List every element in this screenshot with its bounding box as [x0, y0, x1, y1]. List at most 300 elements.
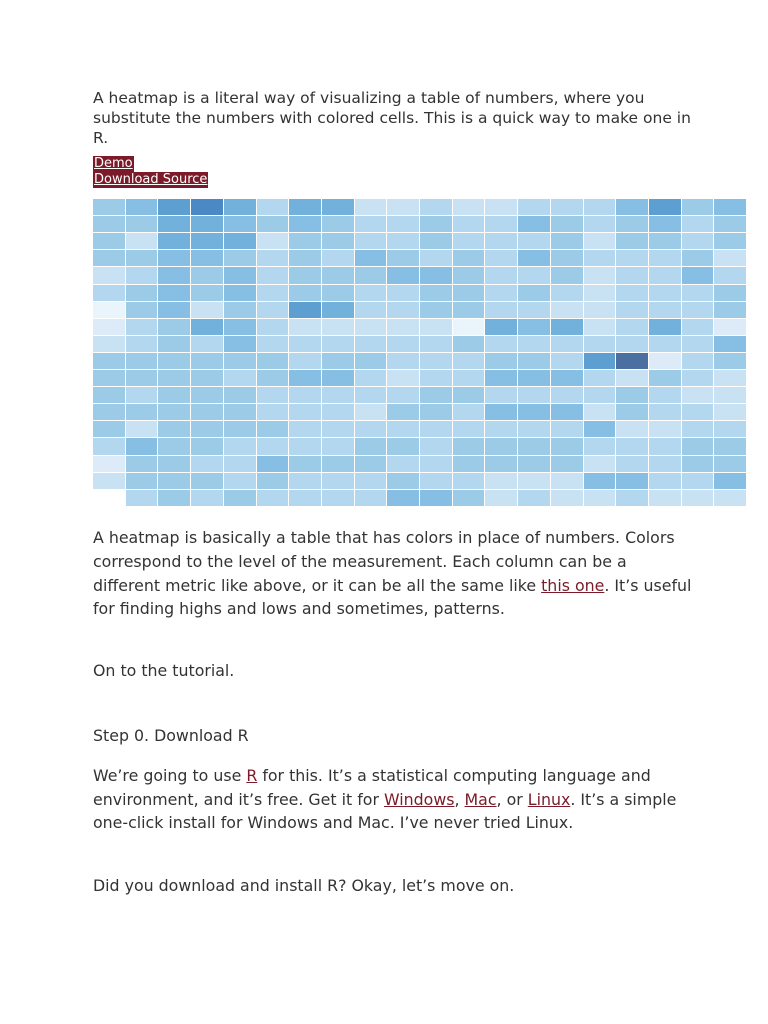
heatmap-cell: [714, 216, 746, 232]
heatmap-cell: [453, 319, 484, 335]
heatmap-cell: [158, 370, 190, 386]
heatmap-cell: [158, 387, 190, 403]
heatmap-cell: [355, 319, 386, 335]
heatmap-cell: [616, 438, 648, 455]
heatmap-cell: [616, 490, 648, 506]
heatmap-cell: [355, 336, 386, 352]
heatmap-cell: [191, 302, 223, 318]
heatmap-cell: [289, 490, 321, 506]
heatmap-cell: [387, 267, 419, 284]
heatmap-cell: [355, 387, 386, 403]
heatmap-cell: [420, 387, 452, 403]
heatmap-cell: [551, 456, 583, 472]
heatmap-cell: [649, 438, 681, 455]
heatmap-cell: [224, 216, 256, 232]
heatmap-cell: [518, 473, 550, 489]
heatmap-cell: [387, 233, 419, 249]
heatmap-cell: [387, 199, 419, 215]
heatmap-cell: [322, 353, 354, 369]
heatmap-cell: [158, 473, 190, 489]
heatmap-cell: [649, 199, 681, 215]
heatmap-cell: [420, 404, 452, 420]
heatmap-cell: [616, 285, 648, 301]
heatmap-cell: [453, 267, 484, 284]
heatmap-cell: [682, 199, 713, 215]
heatmap-cell: [714, 438, 746, 455]
heatmap-cell: [420, 353, 452, 369]
heatmap-cell: [289, 250, 321, 266]
heatmap-cell: [322, 490, 354, 506]
heatmap-cell: [682, 319, 713, 335]
heatmap-cell: [355, 438, 386, 455]
heatmap-cell: [682, 336, 713, 352]
heatmap-cell: [714, 490, 746, 506]
heatmap-cell: [453, 473, 484, 489]
heatmap-cell: [191, 267, 223, 284]
heatmap-cell: [126, 267, 157, 284]
heatmap-cell: [584, 285, 615, 301]
heatmap-cell: [616, 216, 648, 232]
heatmap-cell: [682, 490, 713, 506]
heatmap-cell: [518, 216, 550, 232]
heatmap-cell: [224, 353, 256, 369]
heatmap-cell: [518, 490, 550, 506]
heatmap-cell: [126, 473, 157, 489]
heatmap-cell: [649, 267, 681, 284]
heatmap-cell: [584, 319, 615, 335]
heatmap-cell: [682, 216, 713, 232]
heatmap-cell: [289, 473, 321, 489]
heatmap-cell: [485, 267, 517, 284]
heatmap-cell: [584, 404, 615, 420]
heatmap-cell: [682, 233, 713, 249]
heatmap-cell: [257, 199, 288, 215]
heatmap-cell: [158, 285, 190, 301]
heatmap-cell: [322, 473, 354, 489]
heatmap-cell: [191, 456, 223, 472]
heatmap-cell: [616, 404, 648, 420]
heatmap-cell: [93, 370, 125, 386]
heatmap-cell: [616, 421, 648, 437]
heatmap-cell: [93, 490, 125, 506]
heatmap-cell: [257, 319, 288, 335]
heatmap-cell: [93, 421, 125, 437]
heatmap-cell: [158, 490, 190, 506]
heatmap-cell: [126, 404, 157, 420]
heatmap-cell: [616, 302, 648, 318]
heatmap-cell: [322, 336, 354, 352]
heatmap-cell: [158, 216, 190, 232]
heatmap-cell: [649, 336, 681, 352]
heatmap-cell: [518, 387, 550, 403]
heatmap-cell: [289, 370, 321, 386]
heatmap-cell: [355, 250, 386, 266]
heatmap-cell: [453, 456, 484, 472]
heatmap-cell: [584, 216, 615, 232]
heatmap-cell: [420, 267, 452, 284]
heatmap-cell: [453, 490, 484, 506]
heatmap-cell: [126, 302, 157, 318]
heatmap-cell: [191, 387, 223, 403]
heatmap-cell: [355, 353, 386, 369]
heatmap-cell: [257, 438, 288, 455]
heatmap-cell: [322, 319, 354, 335]
heatmap-cell: [649, 302, 681, 318]
heatmap-cell: [584, 267, 615, 284]
heatmap-cell: [355, 473, 386, 489]
intro-paragraph: A heatmap is a literal way of visualizing a table of numbers, where you substitute the numbers with colored cells. This is a quick way to make one in R.: [93, 89, 691, 147]
heatmap-cell: [518, 319, 550, 335]
heatmap-cell: [551, 404, 583, 420]
heatmap-cell: [518, 353, 550, 369]
heatmap-cell: [420, 233, 452, 249]
heatmap-cell: [518, 336, 550, 352]
heatmap-cell: [257, 370, 288, 386]
heatmap-cell: [485, 387, 517, 403]
heatmap-cell: [191, 199, 223, 215]
heatmap-cell: [485, 233, 517, 249]
heatmap-cell: [551, 199, 583, 215]
linux-link[interactable]: Linux: [527, 789, 571, 809]
heatmap-cell: [126, 319, 157, 335]
heatmap-cell: [551, 267, 583, 284]
heatmap-cell: [224, 285, 256, 301]
heatmap-cell: [322, 438, 354, 455]
heatmap-cell: [322, 250, 354, 266]
heatmap-cell: [158, 353, 190, 369]
heatmap-cell: [158, 267, 190, 284]
heatmap-cell: [126, 336, 157, 352]
heatmap-cell: [551, 438, 583, 455]
heatmap-cell: [714, 473, 746, 489]
heatmap-cell: [485, 490, 517, 506]
heatmap-cell: [257, 302, 288, 318]
body-text-before: A heatmap is basically a table that has colors in place of numbers. Colors correspond to the level of the measurement. Each column can be a different metric like above, or it can be all the same like: [93, 528, 675, 595]
heatmap-cell: [191, 473, 223, 489]
heatmap-cell: [289, 267, 321, 284]
heatmap-cell: [158, 302, 190, 318]
windows-link[interactable]: Windows: [383, 789, 455, 809]
heatmap-cell: [616, 370, 648, 386]
heatmap-cell: [649, 421, 681, 437]
heatmap-cell: [682, 267, 713, 284]
heatmap-cell: [224, 473, 256, 489]
heatmap-cell: [649, 387, 681, 403]
heatmap-cell: [289, 233, 321, 249]
heatmap-cell: [191, 370, 223, 386]
heatmap-cell: [682, 404, 713, 420]
heatmap-cell: [551, 302, 583, 318]
heatmap-cell: [191, 490, 223, 506]
heatmap-cell: [224, 456, 256, 472]
heatmap-cell: [158, 456, 190, 472]
heatmap-cell: [551, 421, 583, 437]
heatmap-cell: [289, 353, 321, 369]
heatmap-cell: [584, 250, 615, 266]
heatmap-cell: [420, 285, 452, 301]
heatmap-cell: [485, 336, 517, 352]
heatmap-cell: [224, 319, 256, 335]
heatmap-cell: [649, 233, 681, 249]
heatmap-cell: [714, 285, 746, 301]
heatmap-cell: [355, 285, 386, 301]
heatmap-cell: [485, 216, 517, 232]
heatmap-cell: [616, 387, 648, 403]
heatmap-cell: [616, 319, 648, 335]
heatmap-cell: [257, 456, 288, 472]
heatmap-cell: [289, 285, 321, 301]
heatmap-cell: [714, 370, 746, 386]
heatmap-cell: [485, 302, 517, 318]
heatmap-cell: [224, 267, 256, 284]
heatmap-cell: [191, 353, 223, 369]
heatmap-cell: [420, 438, 452, 455]
demo-link[interactable]: Demo: [94, 156, 133, 171]
body-text-after: . It’s useful for finding highs and lows and sometimes, patterns.: [93, 575, 692, 619]
heatmap-cell: [257, 336, 288, 352]
heatmap-cell: [355, 233, 386, 249]
mac-link[interactable]: Mac: [464, 789, 497, 809]
heatmap-cell: [551, 490, 583, 506]
heatmap-cell: [289, 404, 321, 420]
heatmap-cell: [714, 199, 746, 215]
heatmap-cell: [289, 319, 321, 335]
heatmap-cell: [551, 319, 583, 335]
heatmap-cell: [322, 267, 354, 284]
heatmap-cell: [682, 370, 713, 386]
heatmap-cell: [355, 199, 386, 215]
r-text-2: for this. It’s a statistical computing language and environment, and it’s free. Get it for: [93, 766, 651, 809]
heatmap-cell: [453, 438, 484, 455]
heatmap-cell: [191, 319, 223, 335]
heatmap-cell: [616, 336, 648, 352]
heatmap-cell: [93, 404, 125, 420]
heatmap-cell: [224, 250, 256, 266]
heatmap-cell: [289, 199, 321, 215]
heatmap-cell: [420, 216, 452, 232]
heatmap-cell: [485, 199, 517, 215]
heatmap-cell: [322, 456, 354, 472]
heatmap-cell: [649, 370, 681, 386]
heatmap-cell: [387, 370, 419, 386]
heatmap-cell: [126, 353, 157, 369]
heatmap-cell: [485, 319, 517, 335]
heatmap-cell: [322, 421, 354, 437]
heatmap-cell: [616, 250, 648, 266]
heatmap-cell: [485, 456, 517, 472]
heatmap-cell: [93, 250, 125, 266]
heatmap-cell: [551, 216, 583, 232]
heatmap-cell: [649, 404, 681, 420]
heatmap-cell: [453, 302, 484, 318]
heatmap-cell: [224, 404, 256, 420]
heatmap-cell: [420, 250, 452, 266]
heatmap-cell: [289, 456, 321, 472]
heatmap-cell: [420, 302, 452, 318]
download-r-paragraph: [93, 764, 693, 835]
heatmap-cell: [322, 370, 354, 386]
heatmap-cell: [191, 404, 223, 420]
r-text-1: We’re going to use: [93, 766, 247, 785]
r-link[interactable]: R: [246, 766, 258, 785]
heatmap-cell: [158, 319, 190, 335]
heatmap-cell: [158, 199, 190, 215]
heatmap-cell: [616, 473, 648, 489]
heatmap-cell: [191, 421, 223, 437]
heatmap-cell: [257, 404, 288, 420]
heatmap-cell: [485, 285, 517, 301]
heatmap-cell: [387, 353, 419, 369]
heatmap-cell: [453, 353, 484, 369]
this-one-link[interactable]: this one: [541, 575, 605, 595]
heatmap-cell: [551, 250, 583, 266]
heatmap-cell: [714, 404, 746, 420]
heatmap-cell: [649, 353, 681, 369]
heatmap-cell: [584, 302, 615, 318]
heatmap-cell: [616, 233, 648, 249]
heatmap-cell: [387, 473, 419, 489]
heatmap-cell: [322, 285, 354, 301]
heatmap-cell: [485, 353, 517, 369]
action-links: [93, 156, 208, 188]
heatmap-cell: [322, 216, 354, 232]
heatmap-cell: [551, 387, 583, 403]
heatmap-cell: [93, 319, 125, 335]
heatmap-cell: [714, 456, 746, 472]
heatmap-cell: [584, 473, 615, 489]
heatmap-cell: [420, 336, 452, 352]
heatmap-cell: [257, 250, 288, 266]
heatmap-cell: [126, 421, 157, 437]
heatmap-cell: [93, 216, 125, 232]
heatmap-cell: [420, 199, 452, 215]
heatmap-cell: [387, 456, 419, 472]
heatmap-cell: [551, 370, 583, 386]
heatmap-image: [93, 199, 747, 507]
heatmap-cell: [453, 387, 484, 403]
heatmap-cell: [518, 285, 550, 301]
heatmap-cell: [649, 456, 681, 472]
heatmap-cell: [420, 370, 452, 386]
heatmap-cell: [355, 421, 386, 437]
heatmap-cell: [93, 267, 125, 284]
heatmap-cell: [387, 250, 419, 266]
heatmap-cell: [158, 404, 190, 420]
heatmap-cell: [257, 421, 288, 437]
heatmap-cell: [453, 216, 484, 232]
heatmap-cell: [191, 250, 223, 266]
heatmap-cell: [420, 473, 452, 489]
heatmap-cell: [714, 319, 746, 335]
heatmap-cell: [257, 353, 288, 369]
heatmap-cell: [453, 199, 484, 215]
tutorial-paragraph: On to the tutorial.: [93, 661, 235, 680]
heatmap-cell: [93, 473, 125, 489]
heatmap-cell: [126, 216, 157, 232]
heatmap-cell: [649, 473, 681, 489]
download-source-link[interactable]: Download Source: [94, 172, 208, 187]
heatmap-cell: [126, 490, 157, 506]
heatmap-cell: [158, 421, 190, 437]
heatmap-cell: [387, 336, 419, 352]
heatmap-cell: [714, 250, 746, 266]
heatmap-cell: [682, 421, 713, 437]
heatmap-cell: [289, 302, 321, 318]
heatmap-cell: [126, 438, 157, 455]
heatmap-cell: [682, 285, 713, 301]
heatmap-cell: [518, 421, 550, 437]
heatmap-cell: [485, 370, 517, 386]
heatmap-cell: [126, 370, 157, 386]
heatmap-cell: [387, 387, 419, 403]
heatmap-cell: [93, 387, 125, 403]
heatmap-cell: [322, 199, 354, 215]
heatmap-cell: [551, 233, 583, 249]
heatmap-cell: [355, 404, 386, 420]
heatmap-cell: [682, 353, 713, 369]
heatmap-cell: [518, 456, 550, 472]
heatmap-cell: [485, 473, 517, 489]
heatmap-cell: [191, 438, 223, 455]
body-paragraph: [93, 526, 693, 621]
heatmap-cell: [682, 250, 713, 266]
heatmap-cell: [616, 267, 648, 284]
heatmap-cell: [126, 233, 157, 249]
r-text-4: , or: [496, 789, 528, 809]
heatmap-cell: [485, 421, 517, 437]
heatmap-cell: [224, 490, 256, 506]
heatmap-cell: [224, 233, 256, 249]
heatmap-cell: [289, 216, 321, 232]
heatmap-cell: [584, 490, 615, 506]
heatmap-cell: [126, 285, 157, 301]
heatmap-cell: [616, 353, 648, 369]
heatmap-cell: [257, 285, 288, 301]
heatmap-cell: [518, 438, 550, 455]
heatmap-cell: [584, 370, 615, 386]
heatmap-cell: [714, 336, 746, 352]
heatmap-cell: [191, 233, 223, 249]
heatmap-cell: [355, 267, 386, 284]
r-text-5: . It’s a simple one-click install for Windows and Mac. I’ve never tried Linux.: [93, 789, 677, 832]
heatmap-cell: [420, 421, 452, 437]
heatmap-cell: [551, 285, 583, 301]
heatmap-cell: [257, 473, 288, 489]
heatmap-cell: [485, 438, 517, 455]
heatmap-cell: [453, 404, 484, 420]
heatmap-cell: [257, 387, 288, 403]
move-on-paragraph: Did you download and install R? Okay, let’s move on.: [93, 876, 515, 895]
heatmap-cell: [158, 250, 190, 266]
heatmap-cell: [453, 336, 484, 352]
heatmap-cell: [93, 336, 125, 352]
heatmap-cell: [584, 387, 615, 403]
heatmap-cell: [93, 233, 125, 249]
heatmap-cell: [616, 456, 648, 472]
heatmap-cell: [126, 199, 157, 215]
heatmap-cell: [714, 267, 746, 284]
heatmap-cell: [584, 421, 615, 437]
heatmap-cell: [551, 353, 583, 369]
heatmap-cell: [714, 302, 746, 318]
heatmap-cell: [158, 438, 190, 455]
heatmap-cell: [616, 199, 648, 215]
heatmap-cell: [714, 233, 746, 249]
heatmap-cell: [387, 421, 419, 437]
heatmap-cell: [518, 250, 550, 266]
heatmap-cell: [93, 456, 125, 472]
heatmap-cell: [257, 490, 288, 506]
